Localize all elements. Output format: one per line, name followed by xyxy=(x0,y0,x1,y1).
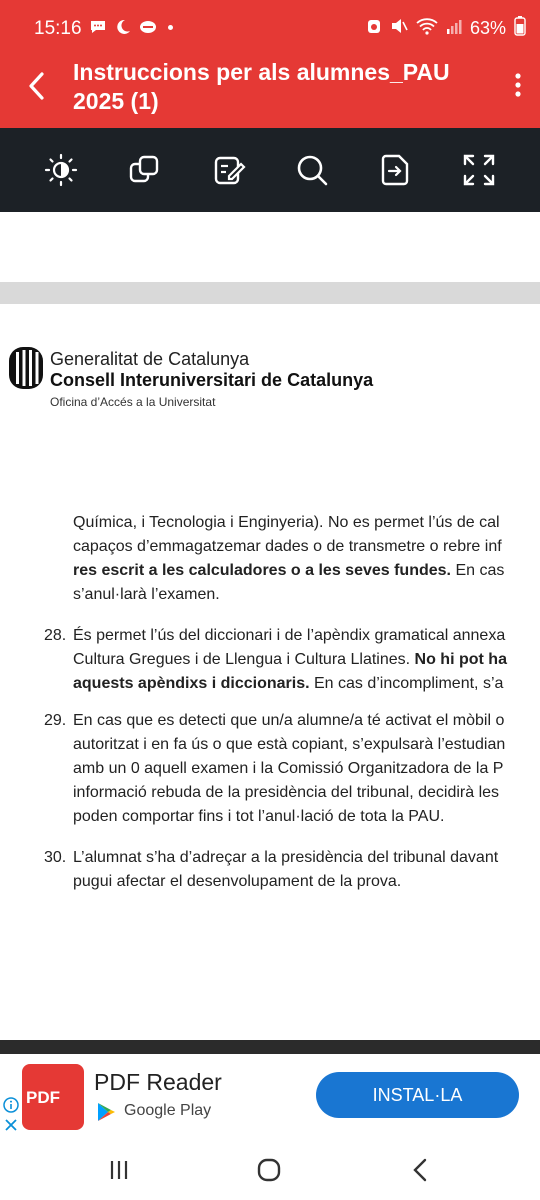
ad-close-icon[interactable] xyxy=(3,1117,19,1133)
google-play-icon xyxy=(95,1101,117,1123)
signal-icon xyxy=(446,17,462,40)
paragraph-text: En cas d’incompliment, s’a xyxy=(309,675,504,692)
paragraph-line: Química, i Tecnologia i Enginyeria). No es permet l’ús de cal xyxy=(73,514,500,531)
back-nav-button[interactable] xyxy=(406,1156,436,1184)
status-time: 15:16 xyxy=(34,18,82,39)
home-icon xyxy=(254,1156,284,1184)
ad-banner[interactable] xyxy=(0,1054,540,1140)
bold-text: res escrit a les calculadores o a les seves fundes. xyxy=(73,562,451,579)
moon-icon xyxy=(114,18,132,36)
bold-text: aquests apèndixs i diccionaris. xyxy=(73,675,310,692)
install-button[interactable]: INSTAL·LA xyxy=(316,1072,519,1118)
paragraph-line: És permet l’ús del diccionari i de l’apèndix gramatical annexa xyxy=(73,627,506,644)
more-vertical-icon xyxy=(506,70,530,100)
wifi-icon xyxy=(416,17,438,40)
paragraph-text: Cultura Gregues i de Llengua i Cultura Llatines. xyxy=(73,651,415,668)
paragraph-line xyxy=(73,673,503,696)
copy-icon xyxy=(127,152,163,188)
item-number: 29. xyxy=(44,712,67,729)
notification-icons xyxy=(89,18,173,36)
mute-icon xyxy=(390,17,408,40)
app-header xyxy=(0,0,540,128)
recents-icon xyxy=(104,1156,134,1184)
paragraph-line: En cas que es detecti que un/a alumne/a té activat el mòbil o xyxy=(73,712,505,729)
ad-store-label: Google Play xyxy=(124,1102,212,1119)
system-nav-bar xyxy=(0,1140,540,1200)
item-number: 30. xyxy=(44,849,67,866)
document-bottom-divider xyxy=(0,1040,540,1054)
back-button[interactable] xyxy=(20,68,56,104)
recents-button[interactable] xyxy=(104,1156,134,1184)
item-number: 28. xyxy=(44,627,67,644)
battery-icon xyxy=(514,16,526,41)
status-right-icons xyxy=(366,16,526,41)
app-notification-icon xyxy=(139,18,157,36)
battery-percentage: 63% xyxy=(469,18,506,38)
back-nav-icon xyxy=(406,1156,436,1184)
paragraph-line: amb un 0 aquell examen i la Comissió Organitzadora de la P xyxy=(73,760,504,777)
status-bar xyxy=(0,0,540,52)
export-icon xyxy=(378,152,414,188)
copy-button[interactable] xyxy=(127,152,163,188)
paragraph-line: s’anul·larà l’examen. xyxy=(73,586,220,603)
paragraph-line: poden comportar fins i tot l’anul·lació de tota la PAU. xyxy=(73,808,445,825)
document-page[interactable] xyxy=(0,304,540,1040)
fullscreen-icon xyxy=(461,152,497,188)
chat-bubble-icon xyxy=(89,18,107,36)
previous-page-bottom xyxy=(0,212,540,282)
export-button[interactable] xyxy=(378,152,414,188)
bold-text: No hi pot ha xyxy=(414,651,507,668)
chevron-left-icon xyxy=(20,68,56,104)
search-icon xyxy=(294,152,330,188)
brightness-icon xyxy=(43,152,79,188)
fullscreen-button[interactable] xyxy=(461,152,497,188)
paragraph-line: capaços d’emmagatzemar dades o de transmetre o rebre inf xyxy=(73,538,502,555)
ad-app-title[interactable]: PDF Reader xyxy=(94,1069,222,1095)
more-options-button[interactable] xyxy=(506,70,530,100)
viewer-toolbar xyxy=(0,128,540,212)
paragraph-line: L’alumnat s’ha d’adreçar a la presidència del tribunal davant xyxy=(73,849,499,866)
edit-button[interactable] xyxy=(211,152,247,188)
org-name-generalitat: Generalitat de Catalunya xyxy=(50,349,250,369)
more-notifications-dot xyxy=(168,25,173,30)
paragraph-text: En cas xyxy=(451,562,505,579)
paragraph-line: informació rebuda de la presidència del tribunal, decidirà les xyxy=(73,784,500,801)
pdf-app-icon-label: PDF xyxy=(26,1088,60,1107)
generalitat-logo-icon xyxy=(8,346,44,390)
org-name-consell: Consell Interuniversitari de Catalunya xyxy=(50,370,374,390)
paragraph-line xyxy=(73,649,507,672)
paragraph-line: pugui afectar el desenvolupament de la prova. xyxy=(73,873,402,890)
brightness-button[interactable] xyxy=(43,152,79,188)
search-button[interactable] xyxy=(294,152,330,188)
edit-icon xyxy=(211,152,247,188)
org-name-oficina: Oficina d’Accés a la Universitat xyxy=(50,395,216,409)
paragraph-line xyxy=(73,560,504,583)
page-separator xyxy=(0,282,540,304)
paragraph-line: autoritzat i en fa ús o que està copiant, s’expulsarà l’estudian xyxy=(73,736,506,753)
alarm-icon xyxy=(366,17,382,40)
home-button[interactable] xyxy=(254,1156,284,1184)
ad-info-icon[interactable] xyxy=(3,1097,19,1113)
document-title: Instruccions per als alumnes_PAU 2025 (1) xyxy=(73,59,450,114)
